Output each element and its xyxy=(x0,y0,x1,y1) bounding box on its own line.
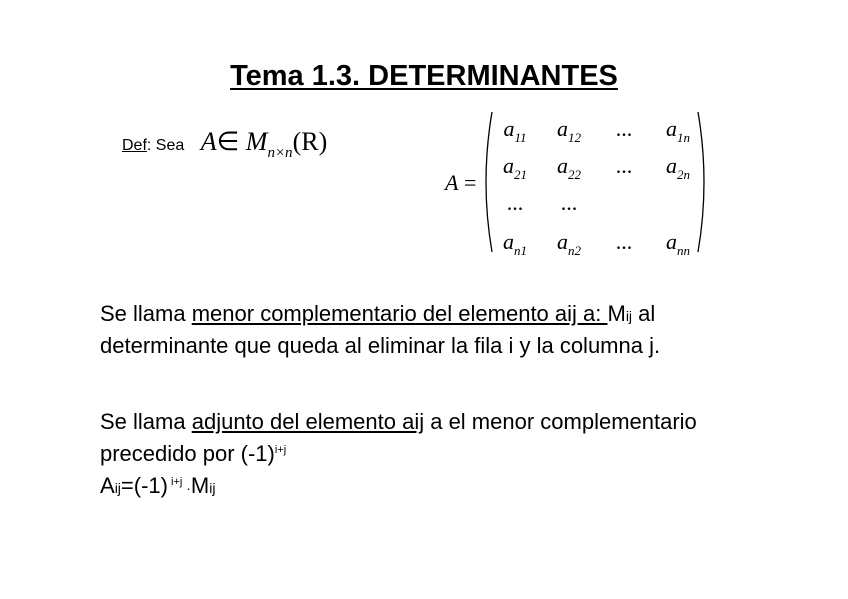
matrix-cell xyxy=(539,190,599,220)
page-title: Tema 1.3. DETERMINANTES xyxy=(230,60,618,92)
matrix-cell xyxy=(648,116,708,146)
definition-line xyxy=(122,127,327,162)
matrix-cell-base: a xyxy=(666,153,677,178)
formula-in: ∈ xyxy=(216,127,240,156)
matrix-cell xyxy=(539,153,599,183)
def-word: Def xyxy=(122,137,147,154)
matrix-cell xyxy=(594,229,654,259)
adjunto-formula-exponent: i+j xyxy=(167,476,183,488)
menor-term: menor complementario del elemento aij a: xyxy=(191,301,608,326)
matrix-cell xyxy=(594,153,654,183)
matrix-cell-base: ... xyxy=(560,190,578,215)
matrix-cell-base: a xyxy=(557,229,568,254)
adjunto-paragraph xyxy=(100,407,697,503)
matrix-cell-subscript: 1n xyxy=(677,130,690,145)
menor-M-sub: ij xyxy=(625,308,633,324)
adjunto-M: M xyxy=(190,473,210,498)
adjunto-M-sub: ij xyxy=(209,480,216,496)
formula-M: M xyxy=(245,127,268,156)
formula-field: (R) xyxy=(292,127,328,156)
matrix-name xyxy=(445,170,476,196)
menor-tail: al xyxy=(632,301,656,326)
adjunto-formula xyxy=(100,468,697,503)
matrix-cell-base: a xyxy=(503,229,514,254)
matrix-cell-base: ... xyxy=(615,229,633,254)
def-sea: : Sea xyxy=(146,137,185,154)
matrix-cell-base: a xyxy=(666,116,677,141)
matrix-cell xyxy=(485,116,545,146)
matrix-cell-subscript: 11 xyxy=(514,130,527,145)
menor-paragraph xyxy=(100,299,660,360)
adjunto-exponent: i+j xyxy=(274,444,287,456)
menor-M: M xyxy=(607,301,626,326)
matrix-name-letter: A xyxy=(445,170,459,195)
formula-A: A xyxy=(200,127,217,156)
menor-line-2: determinante que queda al eliminar la fila i y la columna j. xyxy=(100,333,661,358)
definition-formula xyxy=(200,127,328,161)
matrix-cell xyxy=(648,229,708,259)
adjunto-tail: a el menor complementario xyxy=(424,409,697,434)
matrix-cell-subscript: 22 xyxy=(568,167,581,182)
adjunto-line-1 xyxy=(100,407,697,436)
matrix-cell-subscript: n1 xyxy=(514,243,527,258)
matrix-cell xyxy=(485,229,545,259)
matrix-equals: = xyxy=(463,170,477,195)
matrix-cell-base: ... xyxy=(615,153,633,178)
adjunto-mid: =(-1) xyxy=(120,473,168,498)
adjunto-line-2 xyxy=(100,436,697,468)
formula-dims: n×n xyxy=(267,145,293,161)
matrix-cell-subscript: nn xyxy=(677,243,690,258)
matrix-cell xyxy=(539,116,599,146)
matrix-cell-subscript: 21 xyxy=(514,167,527,182)
adjunto-precedido: precedido por (-1) xyxy=(100,441,275,466)
matrix-cell-subscript: n2 xyxy=(568,243,581,258)
matrix-cell-base: a xyxy=(557,116,568,141)
adjunto-dot: · xyxy=(182,480,191,496)
matrix-cell xyxy=(648,153,708,183)
adjunto-A-sub: ij xyxy=(114,480,121,496)
matrix-cell-subscript: 2n xyxy=(677,167,690,182)
matrix-cell-subscript: 12 xyxy=(568,130,581,145)
matrix-cell xyxy=(485,153,545,183)
matrix-cell-base: ... xyxy=(506,190,524,215)
matrix-cell-base: a xyxy=(503,116,515,141)
matrix-cell xyxy=(485,190,545,220)
menor-lead: Se llama xyxy=(100,301,192,326)
adjunto-A: A xyxy=(100,473,115,498)
menor-line-1 xyxy=(100,299,660,331)
matrix-cell-base: a xyxy=(666,229,677,254)
matrix-cell xyxy=(539,229,599,259)
definition-label xyxy=(122,137,184,154)
matrix-cell-base: a xyxy=(557,153,568,178)
adjunto-lead: Se llama xyxy=(100,409,192,434)
matrix-cell-base: a xyxy=(503,153,514,178)
matrix-cell-base: ... xyxy=(615,116,633,141)
adjunto-term: adjunto del elemento aij xyxy=(191,409,425,434)
matrix-cell xyxy=(594,116,654,146)
